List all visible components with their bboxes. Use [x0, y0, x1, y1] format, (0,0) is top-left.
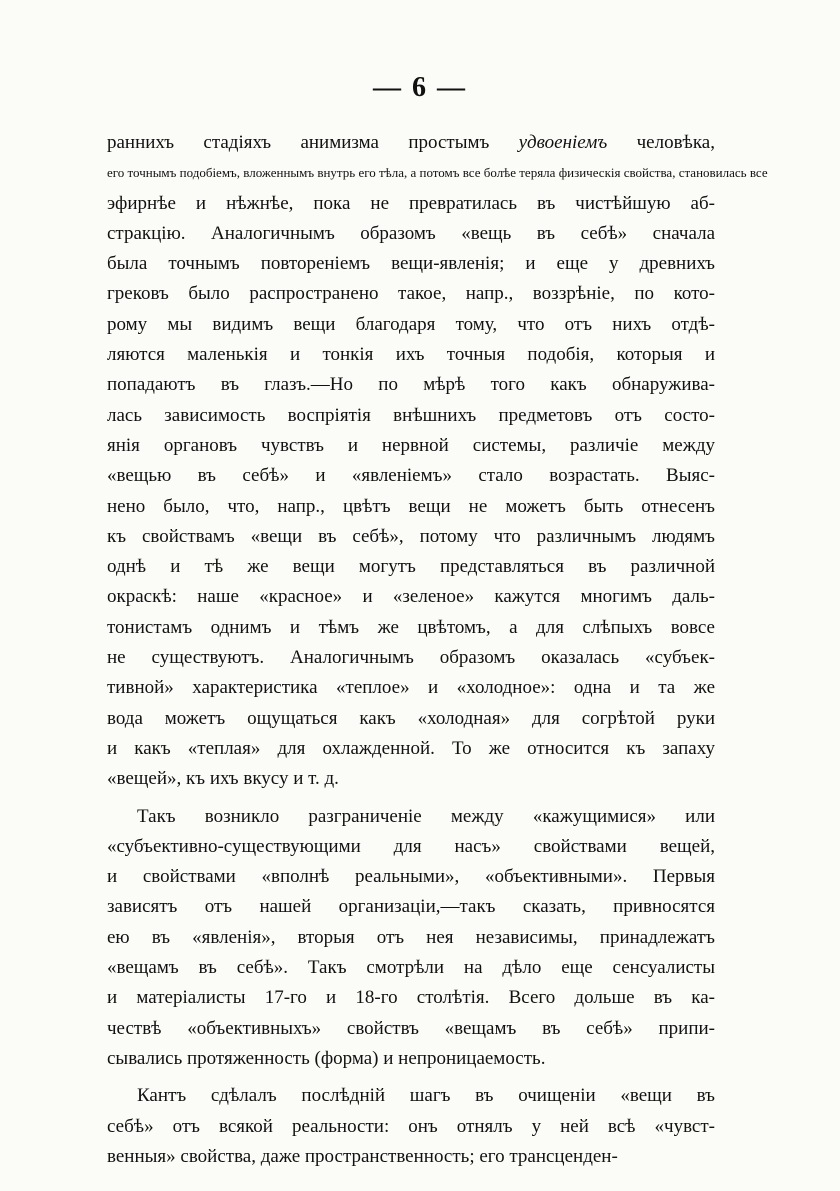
text-line: грековъ было распространено такое, напр., воззрѣніе, по кото-	[107, 283, 715, 305]
text-line: окраскѣ: наше «красное» и «зеленое» кажутся многимъ даль-	[107, 586, 715, 608]
text-line: однѣ и тѣ же вещи могутъ представляться въ различной	[107, 556, 715, 578]
text-line: стракцію. Аналогичнымъ образомъ «вещь въ себѣ» сначала	[107, 222, 715, 244]
text-line: янія органовъ чувствъ и нервной системы, различіе между	[107, 434, 715, 456]
page-number: — 6 —	[373, 72, 467, 103]
text-line: «вещей», къ ихъ вкусу и т. д.	[107, 768, 339, 790]
text-line: ею въ «явленія», вторыя отъ нея независимы, принадлежатъ	[107, 926, 715, 948]
text-line: тонистамъ однимъ и тѣмъ же цвѣтомъ, а для слѣпыхъ вовсе	[107, 616, 715, 638]
text-line: зависятъ отъ нашей организаціи,—такъ сказать, привносятся	[107, 896, 715, 918]
paragraph-gap	[107, 795, 715, 802]
text-line: венныя» свойства, даже пространственность; его трансценден-	[107, 1145, 618, 1167]
emphasis: удвоеніемъ	[518, 132, 608, 153]
paragraph	[107, 128, 768, 795]
body-text	[107, 128, 768, 1172]
text-line: сывались протяженность (форма) и непроницаемость.	[107, 1047, 546, 1069]
text-line: «вещамъ въ себѣ». Такъ смотрѣли на дѣло еще сенсуалисты	[107, 957, 715, 979]
paragraph	[107, 802, 715, 1075]
text-line: была точнымъ повтореніемъ вещи-явленія; и еще у древнихъ	[107, 253, 715, 275]
paragraph-gap	[107, 1074, 715, 1081]
text-line: попадаютъ въ глазъ.—Но по мѣрѣ того какъ обнаружива-	[107, 374, 715, 396]
text-line: себѣ» отъ всякой реальности: онъ отнялъ у ней всѣ «чувст-	[107, 1115, 715, 1137]
text-line: тивной» характеристика «теплое» и «холодное»: одна и та же	[107, 677, 715, 699]
text-line: «вещью въ себѣ» и «явленіемъ» стало возрастать. Выяс-	[107, 465, 715, 487]
text-line: и свойствами «вполнѣ реальными», «объективными». Первыя	[107, 866, 715, 888]
text-line: не существуютъ. Аналогичнымъ образомъ оказалась «субъек-	[107, 647, 715, 669]
text-line: «субъективно-существующими для насъ» свойствами вещей,	[107, 835, 715, 857]
text-line: и матеріалисты 17-го и 18-го столѣтія. Всего дольше въ ка-	[107, 987, 715, 1009]
text-line: и какъ «теплая» для охлажденной. То же относится къ запаху	[107, 737, 715, 759]
paragraph	[107, 1081, 715, 1172]
text-line: нено было, что, напр., цвѣтъ вещи не можетъ быть отнесенъ	[107, 495, 715, 517]
text-line: эфирнѣе и нѣжнѣе, пока не превратилась въ чистѣйшую аб-	[107, 192, 715, 214]
text-line: вода можетъ ощущаться какъ «холодная» для согрѣтой руки	[107, 707, 715, 729]
text-line: его точнымъ подобіемъ, вложеннымъ внутрь его тѣла, а потомъ все болѣе теряла физическія свойства, становилась все	[107, 165, 768, 181]
text-line: ляются маленькія и тонкія ихъ точныя подобія, которыя и	[107, 344, 715, 366]
text-line: Кантъ сдѣлалъ послѣдній шагъ въ очищеніи «вещи въ	[137, 1085, 715, 1107]
text-line: чествѣ «объективныхъ» свойствъ «вещамъ въ себѣ» припи-	[107, 1017, 715, 1039]
text-line: лась зависимость воспріятія внѣшнихъ предметовъ отъ состо-	[107, 404, 715, 426]
text-line: рому мы видимъ вещи благодаря тому, что отъ нихъ отдѣ-	[107, 313, 715, 335]
text-line: раннихъ стадіяхъ анимизма простымъ удвоеніемъ человѣка,	[107, 132, 715, 153]
text-line: къ свойствамъ «вещи въ себѣ», потому что различнымъ людямъ	[107, 525, 715, 547]
text-line: Такъ возникло разграниченіе между «кажущимися» или	[137, 805, 715, 827]
